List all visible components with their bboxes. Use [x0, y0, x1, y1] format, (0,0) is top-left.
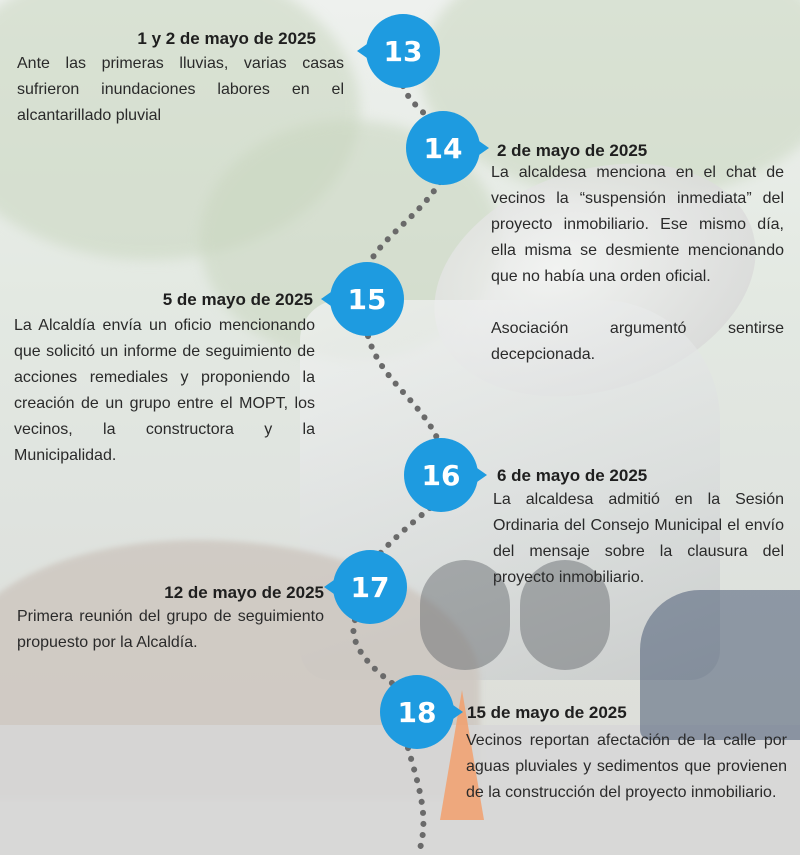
event-18-description: Vecinos reportan afectación de la calle por aguas pluviales y sedimentos que provienen de la construcción del proyecto inmobiliario. — [466, 732, 787, 801]
event-14-date: 2 de mayo de 2025 — [497, 141, 648, 160]
event-15-date: 5 de mayo de 2025 — [162, 290, 313, 309]
event-14-description: La alcaldesa menciona en el chat de vecinos la “suspensión inmediata” del proyecto inmobiliario. Ese mismo día, ella misma se desmiente mencionando que no había una orden oficial. Asociación argumentó sentirse decepcionada. — [491, 164, 784, 363]
event-15-description: La Alcaldía envía un oficio mencionando que solicitó un informe de seguimiento de acciones remediales y proponiendo la creación de un grupo entre el MOPT, los vecinos, la constructora y la Municipalidad. — [14, 317, 315, 464]
step-14-badge: 14 — [406, 111, 480, 185]
event-16-description: La alcaldesa admitió en la Sesión Ordinaria del Consejo Municipal el envío del mensaje sobre la clausura del proyecto inmobiliario. — [493, 491, 784, 586]
event-17-date: 12 de mayo de 2025 — [164, 583, 324, 602]
event-18-date: 15 de mayo de 2025 — [467, 703, 627, 722]
event-13-date: 1 y 2 de mayo de 2025 — [137, 29, 316, 48]
step-16-badge: 16 — [404, 438, 478, 512]
event-13-description: Ante las primeras lluvias, varias casas sufrieron inundaciones labores en el alcantarillado pluvial — [17, 55, 344, 124]
step-13-badge: 13 — [366, 14, 440, 88]
event-16-date: 6 de mayo de 2025 — [497, 466, 648, 485]
step-17-badge: 17 — [333, 550, 407, 624]
step-18-badge: 18 — [380, 675, 454, 749]
step-15-badge: 15 — [330, 262, 404, 336]
event-17-description: Primera reunión del grupo de seguimiento propuesto por la Alcaldía. — [17, 608, 324, 651]
